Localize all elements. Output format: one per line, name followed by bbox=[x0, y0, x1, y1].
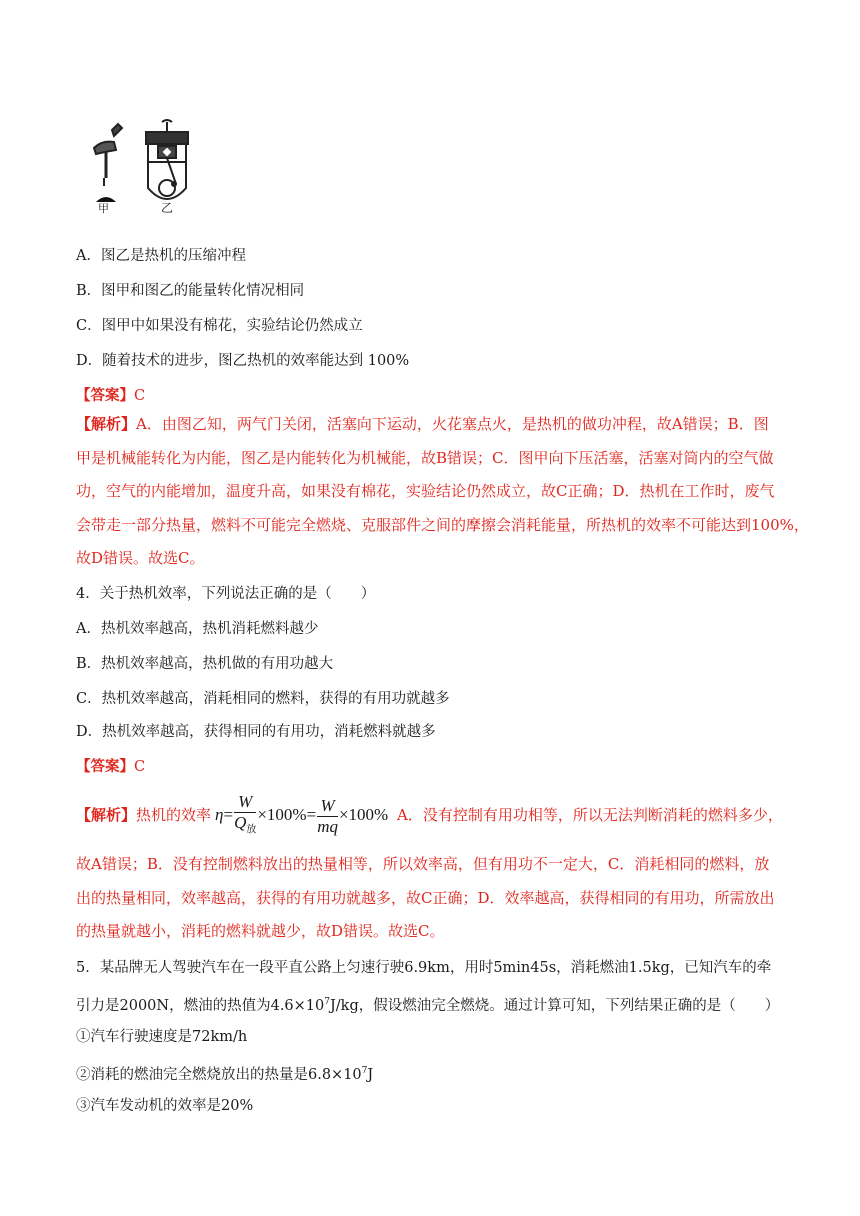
q5-item-3: ③汽车发动机的效率是20% bbox=[76, 1098, 254, 1114]
q3-analysis-line-5: 故D错误。故选C。 bbox=[76, 549, 205, 567]
q3-analysis-line-2: 甲是机械能转化为内能，图乙是内能转化为机械能，故B错误；C．图甲向下压活塞，活塞对筒内的空气做 bbox=[76, 448, 774, 467]
q3-option-b: B．图甲和图乙的能量转化情况相同 bbox=[76, 283, 305, 299]
q4-option-c: C．热机效率越高，消耗相同的燃料，获得的有用功就越多 bbox=[76, 691, 450, 707]
q5-stem-2a: 引力是2000N，燃油的热值为4.6×10 bbox=[76, 997, 325, 1014]
q3-analysis-text-1: A．由图乙知，两气门关闭，活塞向下运动，火花塞点火，是热机的做功冲程，故A错误；B．图 bbox=[136, 415, 769, 433]
formula-times-2: ×100% bbox=[338, 805, 389, 825]
analysis-tag: 【解析】 bbox=[76, 806, 137, 825]
q3-analysis-line-4: 会带走一部分热量，燃料不可能完全燃烧、克服部件之间的摩擦会消耗能量，所热机的效率不可能达到100%， bbox=[76, 515, 809, 534]
q5-stem-line-2 bbox=[76, 992, 779, 1016]
figure-label-jia: 甲 bbox=[98, 202, 109, 214]
q3-option-d: D．随着技术的进步，图乙热机的效率能达到 100% bbox=[76, 353, 410, 369]
figure-jia-tube bbox=[94, 124, 122, 202]
q5-stem-line-1: 5．某品牌无人驾驶汽车在一段平直公路上匀速行驶6.9km，用时5min45s，消耗燃油1.5kg，已知汽车的牵 bbox=[76, 960, 772, 976]
figure-label-yi: 乙 bbox=[161, 201, 174, 214]
q5-stem-2b: J/kg，假设燃油完全燃烧。通过计算可知，下列结果正确的是（ ） bbox=[329, 997, 780, 1014]
q4-option-d: D．热机效率越高，获得相同的有用功，消耗燃料就越多 bbox=[76, 724, 436, 740]
answer-tag: 【答案】 bbox=[76, 758, 134, 775]
q3-analysis-line-3: 功，空气的内能增加，温度升高，如果没有棉花，实验结论仍然成立，故C正确；D．热机在工作时，废气 bbox=[76, 482, 775, 500]
efficiency-formula bbox=[215, 792, 388, 840]
q4-analysis-line-4: 的热量就越小，消耗的燃料就越少，故D错误。故选C。 bbox=[76, 922, 445, 940]
q5-item-2-exponent: 7 bbox=[361, 1066, 368, 1076]
q3-answer bbox=[76, 386, 145, 406]
formula-den-1-q: Q bbox=[234, 813, 247, 832]
q5-item-2 bbox=[76, 1061, 373, 1085]
q3-analysis-line-1 bbox=[76, 408, 782, 442]
q5-item-2a: ②消耗的燃油完全燃烧放出的热量是6.8×10 bbox=[76, 1066, 362, 1083]
formula-fraction-2 bbox=[317, 796, 338, 837]
q4-analysis-lead: 热机的效率 bbox=[136, 806, 212, 825]
answer-value: C bbox=[134, 759, 146, 775]
q4-answer bbox=[76, 757, 145, 777]
figure-yi-engine bbox=[146, 120, 188, 199]
q5-item-1: ①汽车行驶速度是72km/h bbox=[76, 1029, 248, 1045]
formula-num-2: W bbox=[317, 796, 338, 817]
analysis-tag: 【解析】 bbox=[76, 415, 137, 433]
formula-num-1: W bbox=[234, 792, 256, 813]
formula-den-1 bbox=[234, 813, 256, 840]
answer-value: C bbox=[134, 388, 146, 404]
q4-analysis-line-2: 故A错误；B．没有控制燃料放出的热量相等，所以效率高，但有用功不一定大，C．消耗相同的燃料，放 bbox=[76, 855, 770, 873]
q4-analysis-line-1 bbox=[76, 792, 783, 840]
formula-den-1-sub: 放 bbox=[246, 824, 257, 836]
formula-eta: η bbox=[215, 805, 224, 825]
q5-item-2b: J bbox=[367, 1066, 374, 1083]
q5-stem-2-exponent: 7 bbox=[324, 997, 330, 1007]
formula-eq: = bbox=[223, 805, 234, 825]
q4-analysis bbox=[76, 848, 782, 949]
formula-times-1: ×100%= bbox=[257, 805, 317, 825]
formula-den-2: mq bbox=[317, 816, 338, 836]
q4-analysis-line-3: 出的热量相同，效率越高，获得的有用功就越多，故C正确；D．效率越高，获得相同的有用功，所需放出 bbox=[76, 888, 775, 907]
answer-tag: 【答案】 bbox=[76, 387, 134, 404]
q3-option-c: C．图甲中如果没有棉花，实验结论仍然成立 bbox=[76, 318, 363, 334]
formula-fraction-1 bbox=[234, 792, 256, 840]
q4-option-a: A．热机效率越高，热机消耗燃料越少 bbox=[76, 621, 319, 637]
q3-option-a: A．图乙是热机的压缩冲程 bbox=[76, 248, 246, 264]
q4-stem: 4．关于热机效率，下列说法正确的是（ ） bbox=[76, 586, 376, 602]
q3-analysis bbox=[76, 408, 809, 576]
q4-option-b: B．热机效率越高，热机做的有用功越大 bbox=[76, 656, 334, 672]
q4-analysis-text-1: A．没有控制有用功相等，所以无法判断消耗的燃料多少， bbox=[392, 806, 783, 825]
experiment-figure bbox=[84, 118, 214, 214]
